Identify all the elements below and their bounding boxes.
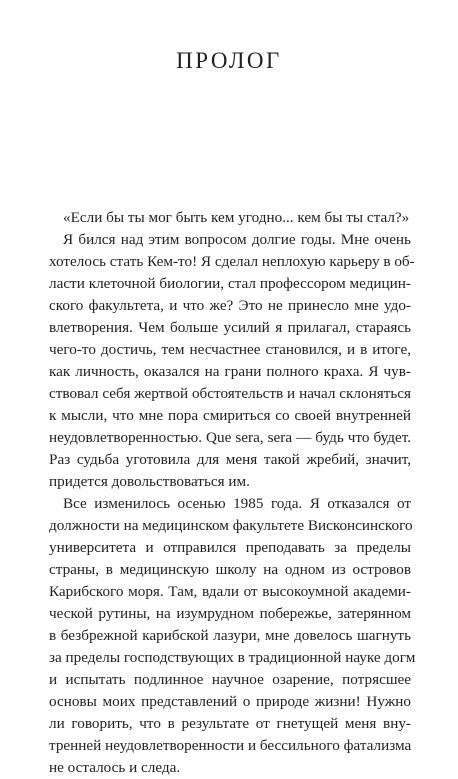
paragraph-3-line-9: и испытать подлинное научное озарение, потрясшее: [49, 671, 411, 688]
paragraph-3-line-12: тренней неудовлетворенности и бессильного фатализма: [49, 737, 412, 754]
paragraph-3-line-2: должности на медицинском факультете Висконсинского: [49, 517, 413, 534]
paragraph-2-line-7: как личность, оказался на грани полного краха. Я чув-: [49, 363, 411, 380]
paragraph-2-line-8: ствовал себя жертвой обстоятельств и начал склоняться: [49, 385, 411, 402]
paragraph-3-line-10: основы моих представлений о природе жизни! Нужно: [49, 693, 411, 710]
paragraph-2-line-11: Раз судьба уготовила для меня такой жребий, значит,: [49, 451, 411, 468]
chapter-title: ПРОЛОГ: [176, 48, 282, 73]
paragraph-3-line-11: ли говорить, что в результате от гнетущей меня вну-: [49, 715, 411, 732]
paragraph-2-line-4: ского факультета, и что же? Это не принесло мне удо-: [49, 297, 411, 314]
paragraph-3-line-5: Карибского моря. Там, вдали от высокоумной академи-: [49, 583, 411, 600]
paragraph-3-line-1: Все изменилось осенью 1985 года. Я отказался от: [63, 495, 411, 512]
paragraph-3-line-6: ческой рутины, на изумрудном побережье, затерянном: [49, 605, 411, 622]
paragraph-3-line-8: за пределы господствующих в традиционной науке догм: [49, 649, 416, 666]
paragraph-3-line-4: страны, в медицинскую школу на одном из островов: [49, 561, 411, 578]
paragraph-3-line-13: не осталось и следа.: [49, 759, 181, 776]
paragraph-2-line-12: придется довольствоваться им.: [49, 473, 250, 490]
paragraph-2-line-2: хотелось стать Кем-то! Я сделал неплохую карьеру в об-: [49, 253, 415, 270]
paragraph-2-line-10: неудовлетворенностью. Que sera, sera — будь что будет.: [49, 429, 411, 446]
paragraph-2-line-5: влетворения. Чем больше усилий я прилагал, стараясь: [49, 319, 411, 336]
body-text: [49, 207, 416, 779]
paragraph-2-line-9: к мысли, что мне пора смириться со своей внутренней: [49, 407, 411, 424]
paragraph-2-line-1: Я бился над этим вопросом долгие годы. Мне очень: [63, 231, 411, 248]
paragraph-1-line-1: «Если бы ты мог быть кем угодно... кем бы ты стал?»: [63, 209, 410, 226]
paragraph-2-line-6: чего-то достичь, тем несчастнее становился, и в итоге,: [49, 341, 411, 358]
paragraph-3-line-7: в безбрежной карибской лазури, мне довелось шагнуть: [49, 627, 411, 644]
paragraph-3-line-3: университета и отправился преподавать за пределы: [49, 539, 411, 556]
paragraph-2-line-3: ласти клеточной биологии, стал профессором медицин-: [49, 275, 411, 292]
